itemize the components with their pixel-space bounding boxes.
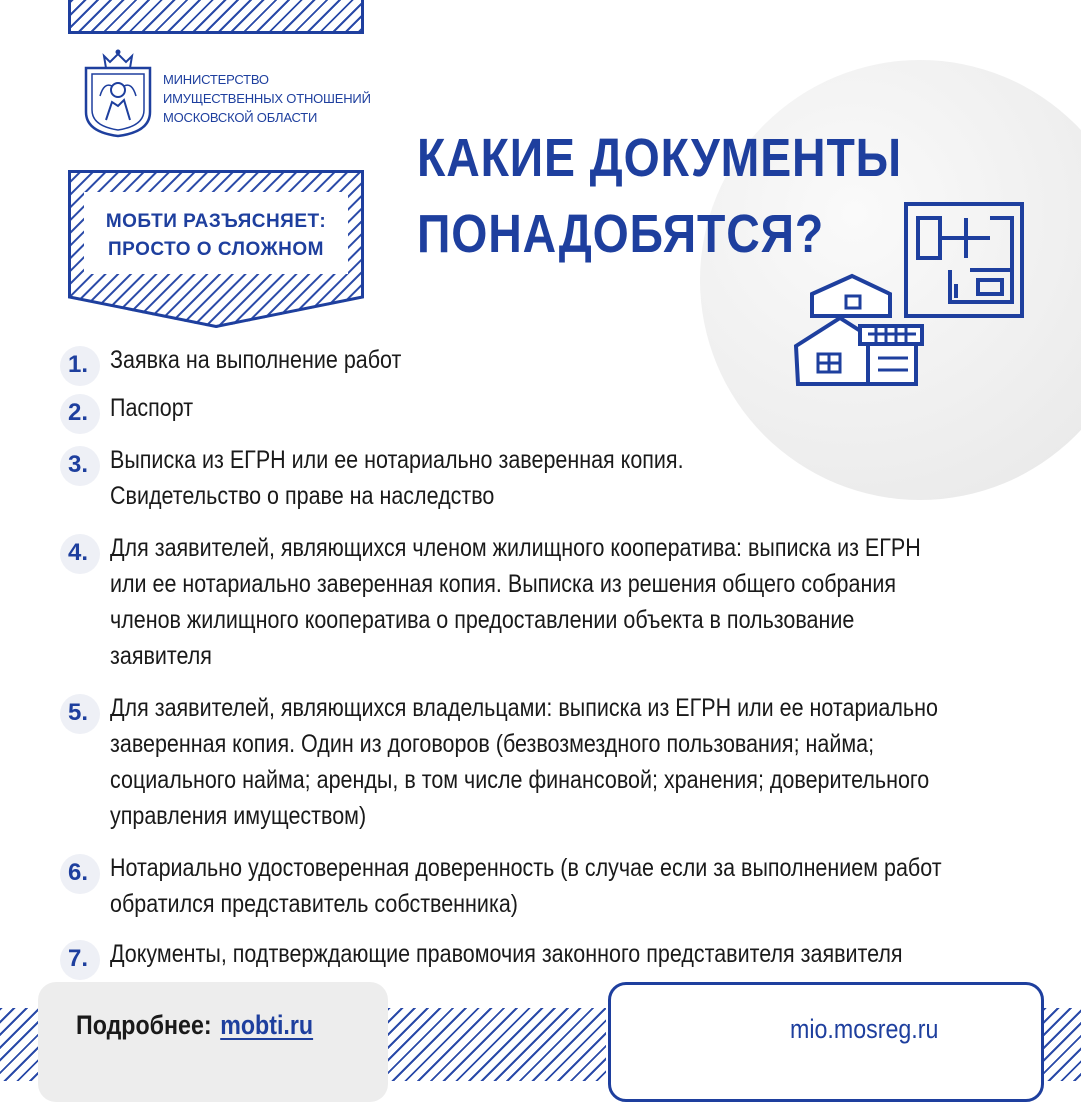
more-label: Подробнее: xyxy=(76,1010,212,1040)
list-item xyxy=(60,530,1060,690)
item-text: Документы, подтверждающие правомочия законного представителя заявителя xyxy=(110,940,903,968)
item-number-badge: 3. xyxy=(60,446,100,486)
item-text: заявителя xyxy=(110,642,212,670)
ministry-line-2: ИМУЩЕСТВЕННЫХ ОТНОШЕНИЙ xyxy=(163,91,371,106)
list-item xyxy=(60,850,1060,936)
list-item xyxy=(60,390,1060,442)
explainer-badge xyxy=(68,170,364,328)
item-number-badge: 6. xyxy=(60,854,100,894)
headline-line-2: ПОНАДОБЯТСЯ? xyxy=(417,204,825,264)
more-info xyxy=(76,1010,313,1041)
footer-hatch-left xyxy=(0,1008,40,1081)
moscow-region-coat-of-arms-icon xyxy=(82,48,154,138)
item-text: социального найма; аренды, в том числе финансовой; хранения; доверительного xyxy=(110,766,930,794)
list-item xyxy=(60,442,1060,530)
list-item xyxy=(60,342,1060,390)
ministry-line-1: МИНИСТЕРСТВО xyxy=(163,72,269,87)
item-number-badge: 2. xyxy=(60,394,100,434)
item-number-badge: 1. xyxy=(60,346,100,386)
item-text: заверенная копия. Один из договоров (безвозмездного пользования; найма; xyxy=(110,730,875,758)
list-item xyxy=(60,936,1060,980)
item-number-badge: 4. xyxy=(60,534,100,574)
item-number-badge: 5. xyxy=(60,694,100,734)
item-text: Заявка на выполнение работ xyxy=(110,346,402,374)
list-item xyxy=(60,690,1060,850)
footer-hatch-right xyxy=(1044,1008,1081,1081)
item-text: членов жилищного кооператива о предоставлении объекта в пользование xyxy=(110,606,855,634)
item-text: или ее нотариально заверенная копия. Выписка из решения общего собрания xyxy=(110,570,896,598)
item-text: управления имуществом) xyxy=(110,802,367,830)
top-banner-decoration xyxy=(68,0,364,34)
badge-line-2: ПРОСТО О СЛОЖНОМ xyxy=(108,239,324,260)
item-text: Выписка из ЕГРН или ее нотариально заверенная копия. xyxy=(110,446,684,474)
item-text: Для заявителей, являющихся владельцами: выписка из ЕГРН или ее нотариально xyxy=(110,694,938,722)
mobti-link[interactable]: mobti.ru xyxy=(220,1010,314,1040)
item-text: обратился представитель собственника) xyxy=(110,890,518,918)
item-number-badge: 7. xyxy=(60,940,100,980)
ministry-line-3: МОСКОВСКОЙ ОБЛАСТИ xyxy=(163,110,318,125)
item-text: Для заявителей, являющихся членом жилищного кооператива: выписка из ЕГРН xyxy=(110,534,921,562)
more-info-card xyxy=(38,982,388,1102)
ministry-name xyxy=(163,70,393,127)
headline-line-1: КАКИЕ ДОКУМЕНТЫ xyxy=(417,128,903,188)
item-text: Нотариально удостоверенная доверенность (в случае если за выполнением работ xyxy=(110,854,942,882)
item-text: Паспорт xyxy=(110,394,194,422)
documents-list xyxy=(60,342,1060,980)
badge-line-1: МОБТИ РАЗЪЯСНЯЕТ: xyxy=(105,211,327,232)
footer-hatch-middle xyxy=(388,1008,606,1081)
item-text: Свидетельство о праве на наследство xyxy=(110,482,495,510)
mosreg-site-link[interactable]: mio.mosreg.ru xyxy=(790,1014,939,1044)
